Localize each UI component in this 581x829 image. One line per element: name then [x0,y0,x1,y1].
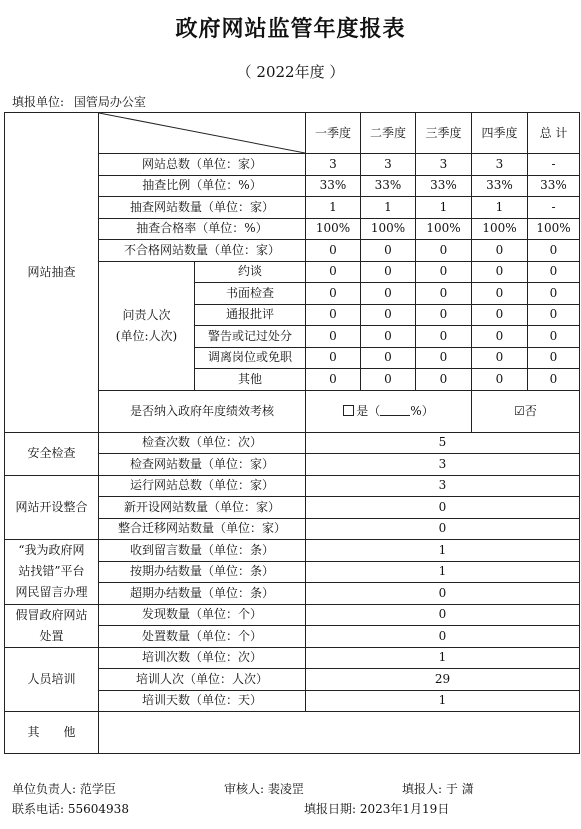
cell-value: 0 [416,261,472,283]
footer-date [304,800,449,817]
cell-value: 0 [528,347,580,369]
other-row [5,712,580,754]
cell-value: 0 [361,240,416,262]
cell-value: 0 [416,304,472,326]
cell-value: 1 [361,197,416,219]
cell-value: 0 [306,347,361,369]
other-value [99,712,580,754]
cell-value: 1 [306,540,580,562]
error-platform-line1: “我为政府网 [18,543,85,558]
cell-value: 5 [306,432,580,454]
col-header-q1: 一季度 [306,113,361,154]
cell-value: 1 [416,197,472,219]
cell-value: 0 [306,369,361,391]
cell-value: 0 [416,326,472,348]
cell-value: 100% [361,218,416,240]
row-label: 培训天数（单位：天） [99,690,306,712]
row-label: 抽查比例（单位：%） [99,175,306,197]
accountability-label-line1: 问责人次 [122,307,171,322]
cell-value: 3 [361,154,416,176]
date-value: 2023年1月19日 [359,802,450,816]
row-label: 运行网站总数（单位：家） [99,475,306,497]
phone-number: 55604938 [67,802,129,816]
row-label: 检查网站数量（单位：家） [99,454,306,476]
report-table [4,112,580,754]
cell-value: 33% [361,175,416,197]
percent-blank [380,404,410,416]
cell-value: 0 [528,304,580,326]
performance-label: 是否纳入政府年度绩效考核 [99,390,306,432]
row-label: 处置数量（单位：个） [99,626,306,648]
table-row [5,475,580,497]
row-label: 按期办结数量（单位：条） [99,561,306,583]
section-label-counterfeit [5,604,99,647]
cell-value: 0 [361,369,416,391]
cell-value: 0 [306,326,361,348]
footer-filler [402,780,474,797]
performance-yes-option [306,390,472,432]
section-label-integration: 网站开设整合 [5,475,99,540]
cell-value: 3 [306,454,580,476]
report-year: （ 2022年度 ） [236,63,345,81]
cell-value: 29 [306,669,580,691]
diagonal-line [99,113,305,153]
row-label: 网站总数（单位：家） [99,154,306,176]
col-header-q4: 四季度 [472,113,528,154]
cell-value: 0 [472,369,528,391]
cell-value: 0 [361,326,416,348]
row-label: 其他 [195,369,306,391]
filler-name: 于 潇 [445,782,474,796]
cell-value: 0 [306,261,361,283]
cell-value: - [528,154,580,176]
cell-value: 0 [361,283,416,305]
row-label: 调离岗位或免职 [195,347,306,369]
cell-value: 3 [416,154,472,176]
performance-no-option [472,390,580,432]
responsible-name: 范学臣 [79,782,116,796]
reporting-unit-label: 填报单位: [12,95,65,109]
cell-value: 0 [472,326,528,348]
reviewer-name: 裴凌罡 [267,782,304,796]
reporting-unit-name: 国管局办公室 [73,95,146,109]
cell-value: 0 [528,326,580,348]
report-title: 政府网站监管年度报表 [175,16,406,42]
row-label: 整合迁移网站数量（单位：家） [99,518,306,540]
col-header-q2: 二季度 [361,113,416,154]
cell-value: 0 [306,583,580,605]
cell-value: 100% [528,218,580,240]
table-row [5,540,580,562]
row-label: 培训人次（单位：人次） [99,669,306,691]
cell-value: 0 [306,304,361,326]
accountability-label-line2: (单位:人次) [115,328,178,343]
cell-value: 0 [472,347,528,369]
cell-value: 1 [306,561,580,583]
table-row [5,604,580,626]
cell-value: 0 [472,261,528,283]
no-label: ☑否 [514,403,537,418]
section-label-other: 其 他 [5,712,99,754]
col-header-total: 总 计 [528,113,580,154]
section-label-training: 人员培训 [5,647,99,712]
cell-value: 0 [306,518,580,540]
cell-value: 0 [472,240,528,262]
cell-value: 0 [528,261,580,283]
cell-value: 3 [306,154,361,176]
table-row [5,647,580,669]
cell-value: 0 [528,240,580,262]
diagonal-header-cell [99,113,306,154]
cell-value: 0 [306,604,580,626]
cell-value: 0 [528,283,580,305]
yes-label: 是（ [356,403,381,418]
cell-value: 0 [361,261,416,283]
cell-value: 0 [528,369,580,391]
cell-value: 0 [472,304,528,326]
table-row [5,432,580,454]
footer-phone [12,800,129,817]
cell-value: 0 [361,347,416,369]
cell-value: 1 [306,690,580,712]
row-label: 通报批评 [195,304,306,326]
row-label: 检查次数（单位：次） [99,432,306,454]
cell-value: 0 [416,347,472,369]
accountability-label [99,261,195,390]
responsible-label: 单位负责人: [12,782,77,796]
cell-value: 0 [472,283,528,305]
row-label: 新开设网站数量（单位：家） [99,497,306,519]
unchecked-box-icon [343,405,354,416]
row-label: 警告或记过处分 [195,326,306,348]
row-label: 收到留言数量（单位：条） [99,540,306,562]
row-label: 抽查网站数量（单位：家） [99,197,306,219]
cell-value: 33% [306,175,361,197]
phone-label: 联系电话: [12,802,65,816]
reviewer-label: 审核人: [224,782,265,796]
section-label-error-platform [5,540,99,605]
section-label-safety-check: 安全检查 [5,432,99,475]
row-label: 发现数量（单位：个） [99,604,306,626]
cell-value: - [528,197,580,219]
cell-value: 0 [306,626,580,648]
cell-value: 33% [528,175,580,197]
cell-value: 33% [416,175,472,197]
footer-reviewer [224,780,304,797]
cell-value: 100% [472,218,528,240]
cell-value: 1 [306,647,580,669]
row-label: 超期办结数量（单位：条） [99,583,306,605]
header-row [5,113,580,154]
cell-value: 0 [361,304,416,326]
row-label: 不合格网站数量（单位：家） [99,240,306,262]
section-label-website-check: 网站抽查 [5,113,99,433]
cell-value: 1 [472,197,528,219]
yes-suffix: %） [410,403,434,418]
cell-value: 0 [306,497,580,519]
cell-value: 1 [306,197,361,219]
reporting-unit [12,93,146,110]
counterfeit-line2: 处置 [39,628,64,643]
cell-value: 100% [306,218,361,240]
counterfeit-line1: 假冒政府网站 [15,607,88,622]
row-label: 约谈 [195,261,306,283]
col-header-q3: 三季度 [416,113,472,154]
cell-value: 3 [472,154,528,176]
row-label: 书面检查 [195,283,306,305]
cell-value: 3 [306,475,580,497]
cell-value: 0 [306,283,361,305]
cell-value: 0 [416,240,472,262]
error-platform-line2: 站找错”平台 [18,564,85,579]
error-platform-line3: 网民留言办理 [15,585,88,600]
date-label: 填报日期: [304,802,357,816]
cell-value: 0 [306,240,361,262]
cell-value: 33% [472,175,528,197]
filler-label: 填报人: [402,782,443,796]
cell-value: 0 [416,369,472,391]
cell-value: 0 [416,283,472,305]
footer-responsible [12,780,116,797]
cell-value: 100% [416,218,472,240]
row-label: 培训次数（单位：次） [99,647,306,669]
row-label: 抽查合格率（单位：%） [99,218,306,240]
